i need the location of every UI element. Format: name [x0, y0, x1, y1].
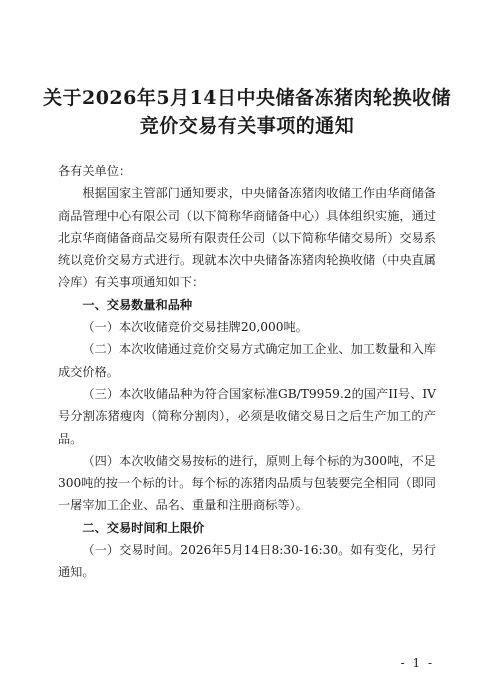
- salutation: 各有关单位：: [58, 164, 132, 178]
- section-item: （三）本次收储品种为符合国家标准GB/T9959.2的国产II号、IV号分割冻猪瘦肉（简称分割肉），必须是收储交易日之后生产加工的产品。: [58, 386, 436, 446]
- section-heading-quantity: 一、交易数量和品种: [82, 297, 193, 312]
- document-title: 关于2026年5月14日中央储备冻猪肉轮换收储竞价交易有关事项的通知: [42, 87, 452, 137]
- section-item: （四）本次收储交易按标的进行，原则上每个标的为300吨，不足300吨的按一个标的计。每个标的冻猪肉品质与包装要完全相同（即同一屠宰加工企业、品名、重量和注册商标等）。: [58, 453, 436, 513]
- section-heading-time: 二、交易时间和上限价: [82, 520, 205, 535]
- section-item: （二）本次收储通过竞价交易方式确定加工企业、加工数量和入库成交价格。: [58, 342, 436, 379]
- page-number: - 1 -: [400, 656, 434, 670]
- section-item: （一）本次收储竞价交易挂牌20,000吨。: [82, 320, 308, 335]
- section-item: （一）交易时间。2026年5月14日8:30-16:30。如有变化，另行通知。: [58, 543, 436, 580]
- document-body: [58, 160, 436, 584]
- intro-paragraph: 根据国家主管部门通知要求，中央储备冻猪肉收储工作由华商储备商品管理中心有限公司（以下简称华商储备中心）具体组织实施，通过北京华商储备商品交易所有限责任公司（以下简称华储交易所）交易系统以竞价交易方式进行。现就本次中央储备冻猪肉轮换收储（中央直属冷库）有关事项通知如下：: [58, 186, 436, 290]
